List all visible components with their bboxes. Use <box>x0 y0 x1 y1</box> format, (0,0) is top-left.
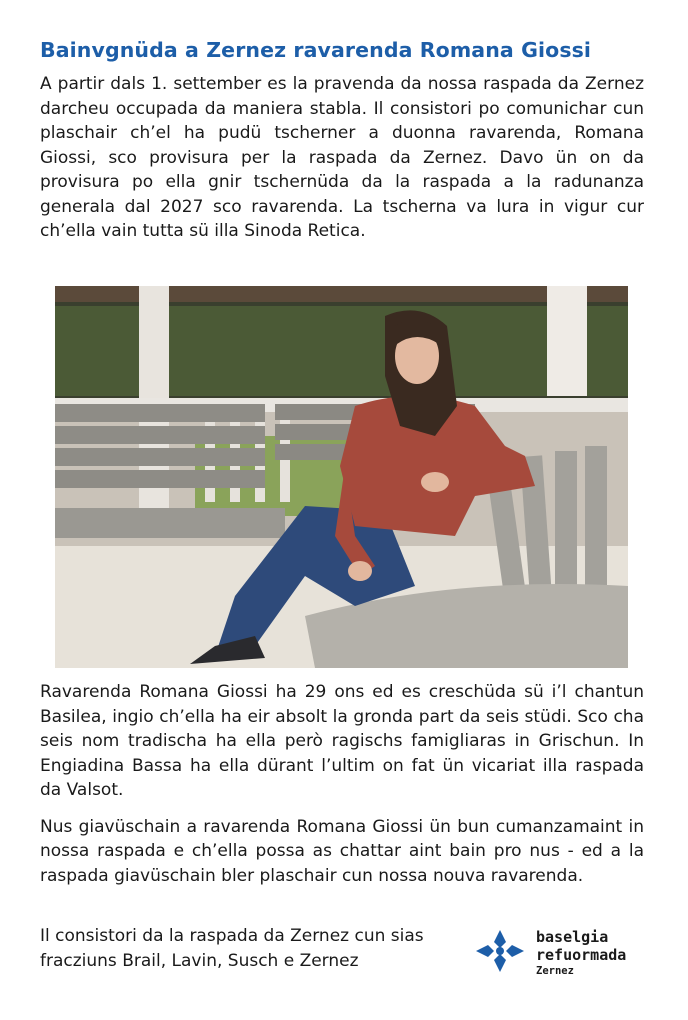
page-title: Bainvgnüda a Zernez ravarenda Romana Giossi <box>40 38 592 62</box>
footer <box>40 924 644 984</box>
logo-line-2: refuormada <box>536 946 627 964</box>
church-logo <box>474 924 654 980</box>
portrait-photo <box>55 286 628 668</box>
signature: Il consistori da la raspada da Zernez cun sias fracziuns Brail, Lavin, Susch e Zernez <box>40 926 424 971</box>
article <box>40 38 644 244</box>
logo-line-3: Zernez <box>536 965 574 977</box>
bio-paragraph: Ravarenda Romana Giossi ha 29 ons ed es creschüda sü i’l chantun Basilea, ingio ch’ella ha eir absolt la gronda part da seis stüdi. Sco cha seis nom tradischa ha ella però ragischs famigliaras in Grischun. In Engiadina Bassa ha ella dürant l’ultim on fat ün vicariat illa raspada da Valsot. <box>40 682 644 800</box>
wish-paragraph: Nus giavüschain a ravarenda Romana Giossi ün bun cumanzamaint in nossa raspada e ch’ella possa as chattar aint bain pro nus - ed a la raspada giavüschain bler plaschair cun nossa nouva ravarenda. <box>40 816 644 886</box>
logo-line-1: baselgia <box>536 928 609 946</box>
lower-text <box>40 680 644 900</box>
cross-logo-icon <box>474 928 526 974</box>
intro-paragraph: A partir dals 1. settember es la pravenda da nossa raspada da Zernez darcheu occupada da maniera stabla. Il consistori po comunichar cun plaschair ch’el ha pudü tscherner a duonna ravarenda, Romana Giossi, sco provisura per la raspada da Zernez. Davo ün on da provisura po ella gnir tschernüda da la raspada a la radunanza generala dal 2027 sco ravarenda. La tscherna va lura in vigur cur ch’ella vain tutta sü illa Sinoda Retica. <box>40 74 644 241</box>
